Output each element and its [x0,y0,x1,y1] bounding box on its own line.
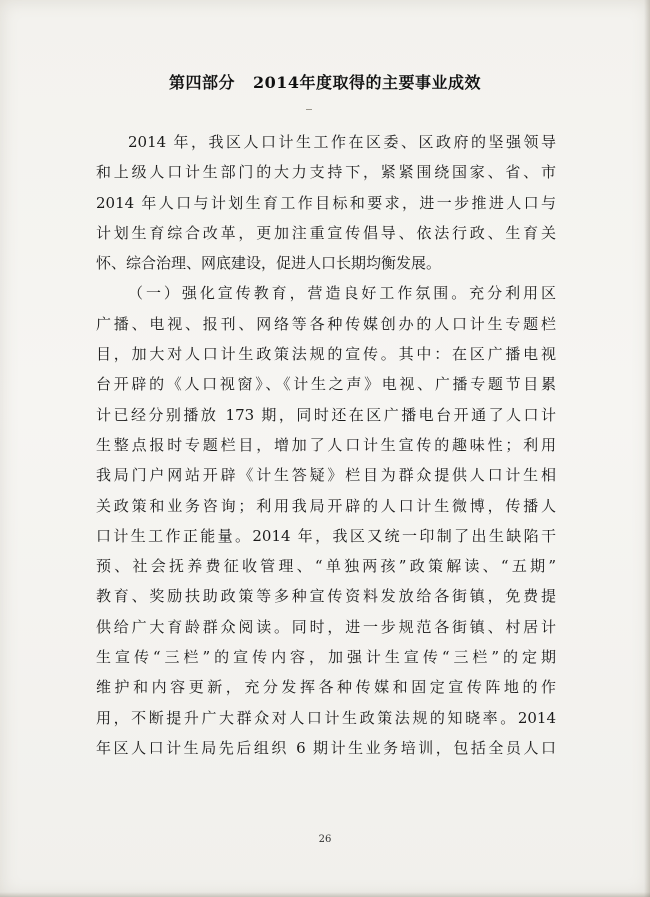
text-line: 预、社会抚养费征收管理、“单独两孩”政策解读、“五期” [96,557,556,576]
page-title [0,70,650,93]
text-line: 台开辟的《人口视窗》、《计生之声》电视、广播专题节目累 [96,375,556,394]
scan-shadow-bottom [0,892,650,897]
title-text: 2014年度取得的主要事业成效 [252,73,482,92]
text-line: 关政策和业务咨询；利用我局开辟的人口计生微博，传播人 [96,496,556,515]
paragraph-intro [96,127,556,278]
text-line: 生整点报时专题栏目，增加了人口计生宣传的趣味性；利用 [96,435,556,454]
text-line: 我局门户网站开辟《计生答疑》栏目为群众提供人口计生相 [96,466,556,485]
text-line: 年区人口计生局先后组织 6 期计生业务培训，包括全员人口 [96,738,556,757]
paragraph-publicity [96,278,556,763]
text-line: 教育、奖励扶助政策等多种宣传资料发放给各街镇，免费提 [96,587,556,606]
text-line: 广播、电视、报刊、网络等各种传媒创办的人口计生专题栏 [96,314,556,333]
scan-speck [306,109,312,110]
text-line: 口计生工作正能量。2014 年，我区又统一印制了出生缺陷干 [96,526,556,545]
text-line: （一）强化宣传教育，营造良好工作氛围。充分利用区 [128,284,556,303]
text-line: 计已经分别播放 173 期，同时还在区广播电台开通了人口计 [96,405,556,424]
text-line: 计划生育综合改革，更加注重宣传倡导、依法行政、生育关 [96,223,556,242]
text-line: 维护和内容更新，充分发挥各种传媒和固定宣传阵地的作 [96,678,556,697]
text-line: 2014 年，我区人口计生工作在区委、区政府的坚强领导 [128,133,556,151]
text-line: 目，加大对人口计生政策法规的宣传。其中：在区广播电视 [96,345,556,364]
body-text [96,127,556,763]
text-line: 生宣传“三栏”的宣传内容，加强计生宣传“三栏”的定期 [96,648,556,667]
text-line: 2014 年人口与计划生育工作目标和要求，进一步推进人口与 [96,193,556,212]
text-line: 供给广大育龄群众阅读。同时，进一步规范各街镇、村居计 [96,617,556,636]
page-number: 26 [318,834,332,845]
scan-shadow-right [644,0,650,897]
title-part-label: 第四部分 [168,73,235,92]
text-line: 用，不断提升广大群众对人口计生政策法规的知晓率。2014 [96,708,556,727]
text-line: 怀、综合治理、网底建设，促进人口长期均衡发展。 [96,254,442,273]
text-line: 和上级人口计生部门的大力支持下，紧紧围绕国家、省、市 [96,163,556,182]
